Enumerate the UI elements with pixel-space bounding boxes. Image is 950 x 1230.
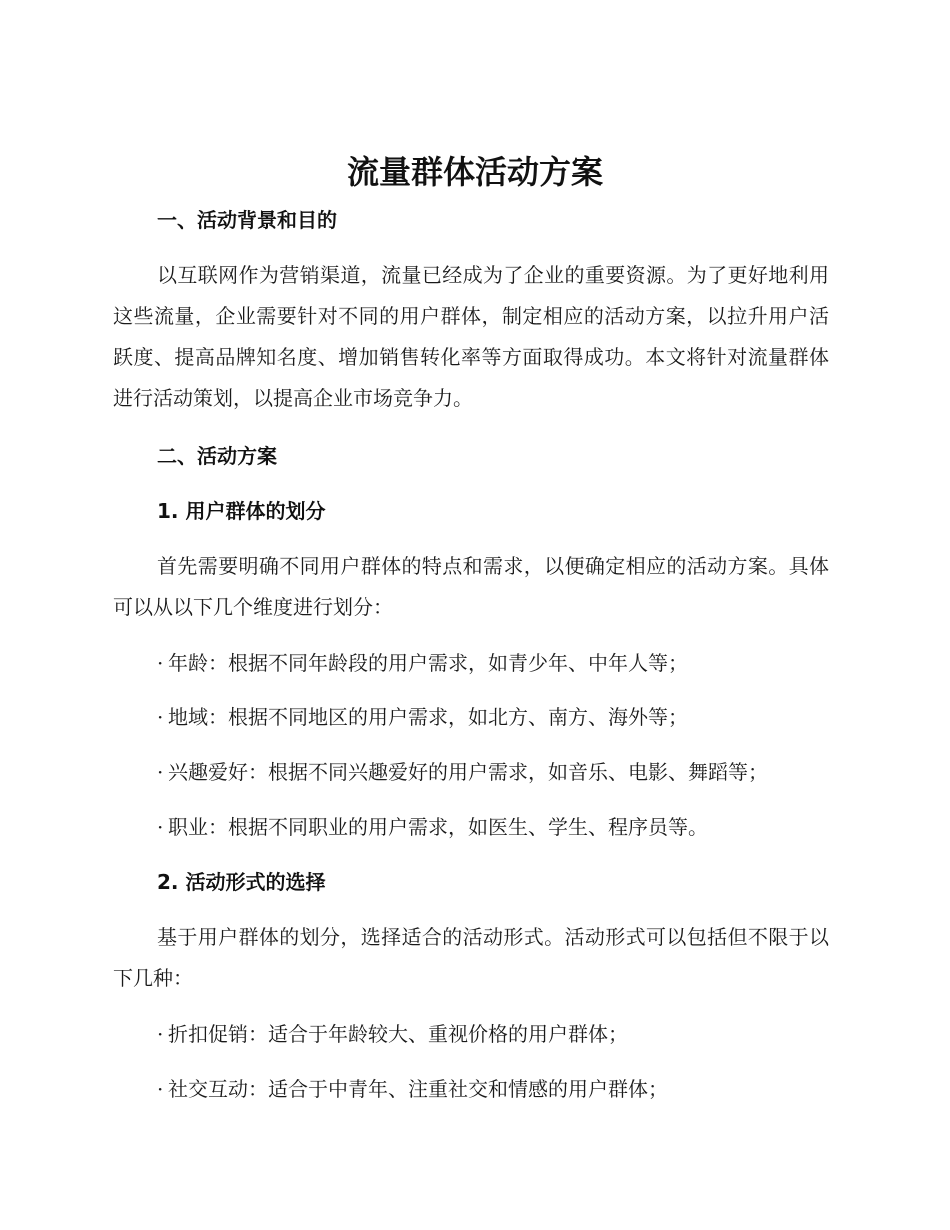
paragraph-user-groups: 首先需要明确不同用户群体的特点和需求，以便确定相应的活动方案。具体可以从以下几个维度进行划分：: [113, 554, 829, 619]
list-item-text: 社交互动：适合于中青年、注重社交和情感的用户群体；: [168, 1077, 668, 1101]
list-item: [157, 648, 688, 678]
list-item-text: 年龄：根据不同年龄段的用户需求，如青少年、中年人等；: [168, 651, 688, 675]
bullet-marker: ·: [157, 651, 164, 675]
paragraph-background: 以互联网作为营销渠道，流量已经成为了企业的重要资源。为了更好地利用这些流量，企业需要针对不同的用户群体，制定相应的活动方案，以拉升用户活跃度、提高品牌知名度、增加销售转化率等方面取得成功。本文将针对流量群体进行活动策划，以提高企业市场竞争力。: [113, 263, 829, 410]
bullet-marker: ·: [157, 815, 164, 839]
list-item: [157, 812, 708, 842]
list-item: [157, 702, 688, 732]
subsection-heading-activity-forms: 2. 活动形式的选择: [157, 870, 326, 894]
list-item: [157, 1074, 668, 1104]
list-item: [157, 1019, 628, 1049]
subsection-heading-user-groups: 1. 用户群体的划分: [157, 499, 326, 523]
list-item: [157, 757, 768, 787]
section-heading-plan: 二、活动方案: [157, 444, 277, 468]
bullet-marker: ·: [157, 1077, 164, 1101]
list-item-text: 折扣促销：适合于年龄较大、重视价格的用户群体；: [168, 1022, 628, 1046]
document-title: 流量群体活动方案: [346, 153, 603, 191]
bullet-marker: ·: [157, 1022, 164, 1046]
list-item-text: 职业：根据不同职业的用户需求，如医生、学生、程序员等。: [168, 815, 708, 839]
list-item-text: 地域：根据不同地区的用户需求，如北方、南方、海外等；: [168, 705, 688, 729]
bullet-marker: ·: [157, 760, 164, 784]
paragraph-activity-forms: 基于用户群体的划分，选择适合的活动形式。活动形式可以包括但不限于以下几种：: [113, 925, 829, 990]
bullet-marker: ·: [157, 705, 164, 729]
section-heading-background: 一、活动背景和目的: [157, 208, 337, 232]
list-item-text: 兴趣爱好：根据不同兴趣爱好的用户需求，如音乐、电影、舞蹈等；: [168, 760, 768, 784]
